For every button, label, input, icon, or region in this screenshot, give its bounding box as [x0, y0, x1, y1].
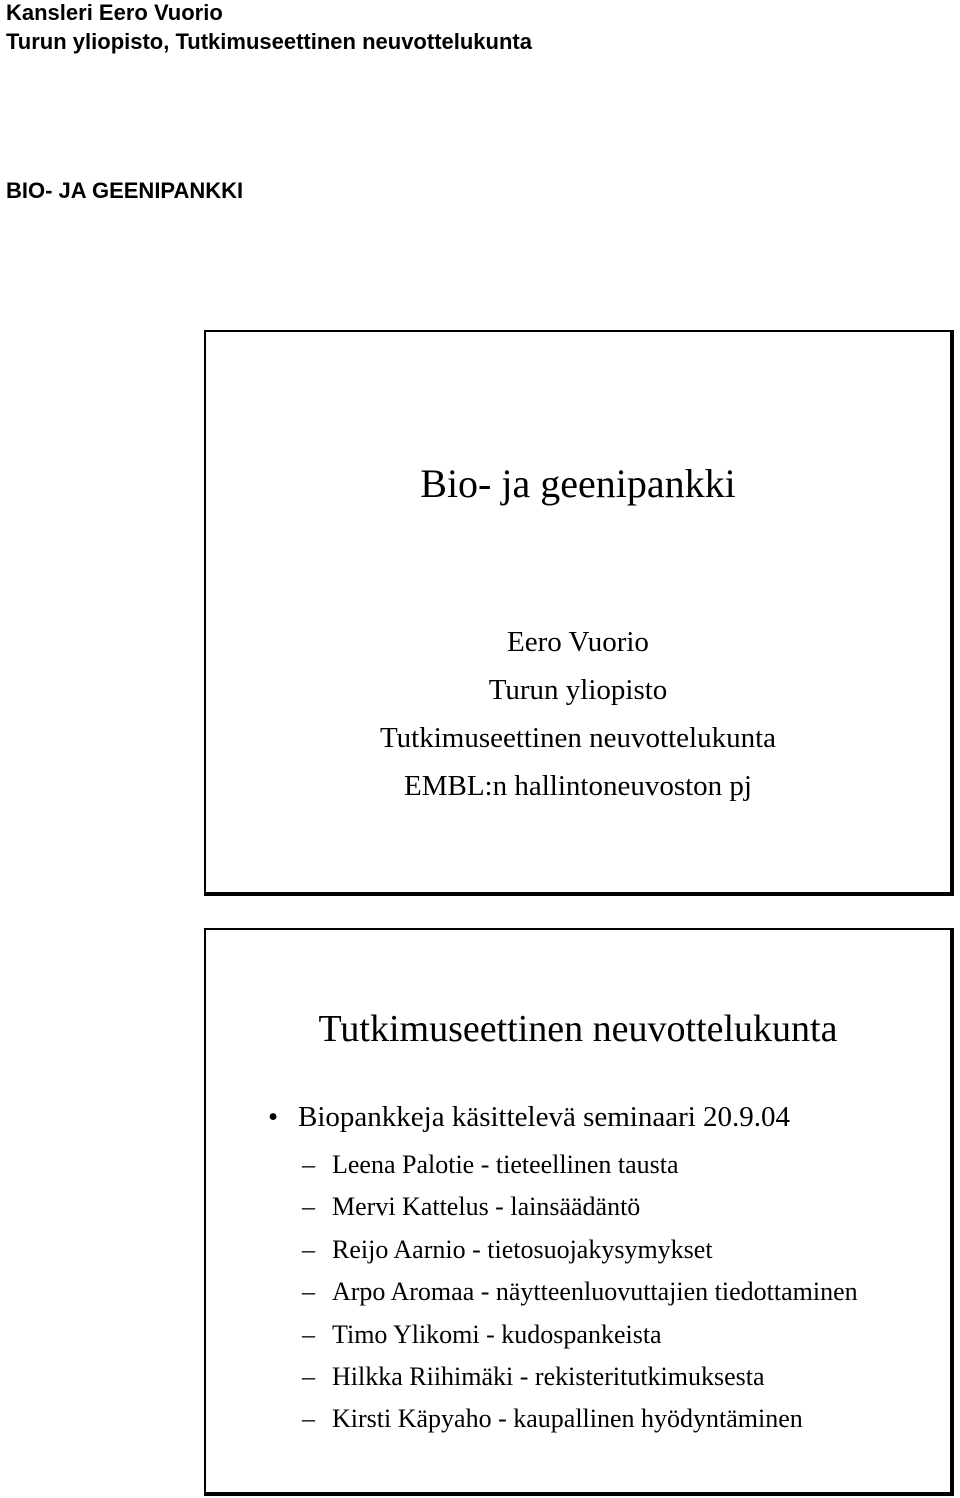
document-title: BIO- JA GEENIPANKKI [6, 178, 244, 203]
dash-icon: – [302, 1150, 315, 1179]
list-item-text: Leena Palotie - tieteellinen tausta [332, 1150, 679, 1179]
slide2-title: Tutkimuseettinen neuvottelukunta [318, 1008, 838, 1050]
list-item [302, 1398, 858, 1440]
presenter-name: Eero Vuorio [507, 626, 649, 658]
dash-icon: – [302, 1192, 315, 1222]
header-author: Kansleri Eero Vuorio [6, 0, 223, 25]
list-item [302, 1356, 858, 1398]
list-item-text: Arpo Aromaa - näytteenluovuttajien tiedottaminen [332, 1277, 858, 1307]
list-item-text: Hilkka Riihimäki - rekisteritutkimuksesta [332, 1362, 765, 1392]
dash-icon: – [302, 1404, 315, 1434]
presenter-university: Turun yliopisto [488, 674, 668, 706]
list-item [302, 1271, 858, 1313]
list-item-text: Mervi Kattelus - lainsäädäntö [332, 1192, 641, 1222]
bullet-icon: • [268, 1101, 279, 1133]
header-affiliation: Turun yliopisto, Tutkimuseettinen neuvottelukunta [6, 29, 532, 54]
presenter-role: EMBL:n hallintoneuvoston pj [404, 770, 752, 802]
dash-icon: – [302, 1362, 315, 1392]
slide1-presenter-info [206, 618, 950, 810]
list-item-text: Timo Ylikomi - kudospankeista [332, 1319, 662, 1349]
dash-icon: – [302, 1319, 315, 1349]
list-item [302, 1314, 858, 1356]
list-item-text: Reijo Aarnio - tietosuojakysymykset [332, 1234, 713, 1264]
dash-icon: – [302, 1277, 315, 1307]
list-item [302, 1144, 858, 1186]
slide-committee [204, 928, 954, 1496]
list-item [302, 1229, 858, 1271]
list-item-text: Kirsti Käpyaho - kaupallinen hyödyntäminen [332, 1404, 803, 1434]
slide-title-page [204, 330, 954, 896]
bullet-item [268, 1100, 790, 1134]
presenter-committee: Tutkimuseettinen neuvottelukunta [379, 722, 777, 754]
slide1-title: Bio- ja geenipankki [420, 461, 736, 506]
bullet-text: Biopankkeja käsittelevä seminaari 20.9.04 [298, 1101, 791, 1133]
speaker-list [302, 1144, 858, 1441]
dash-icon: – [302, 1234, 315, 1264]
list-item [302, 1186, 858, 1228]
